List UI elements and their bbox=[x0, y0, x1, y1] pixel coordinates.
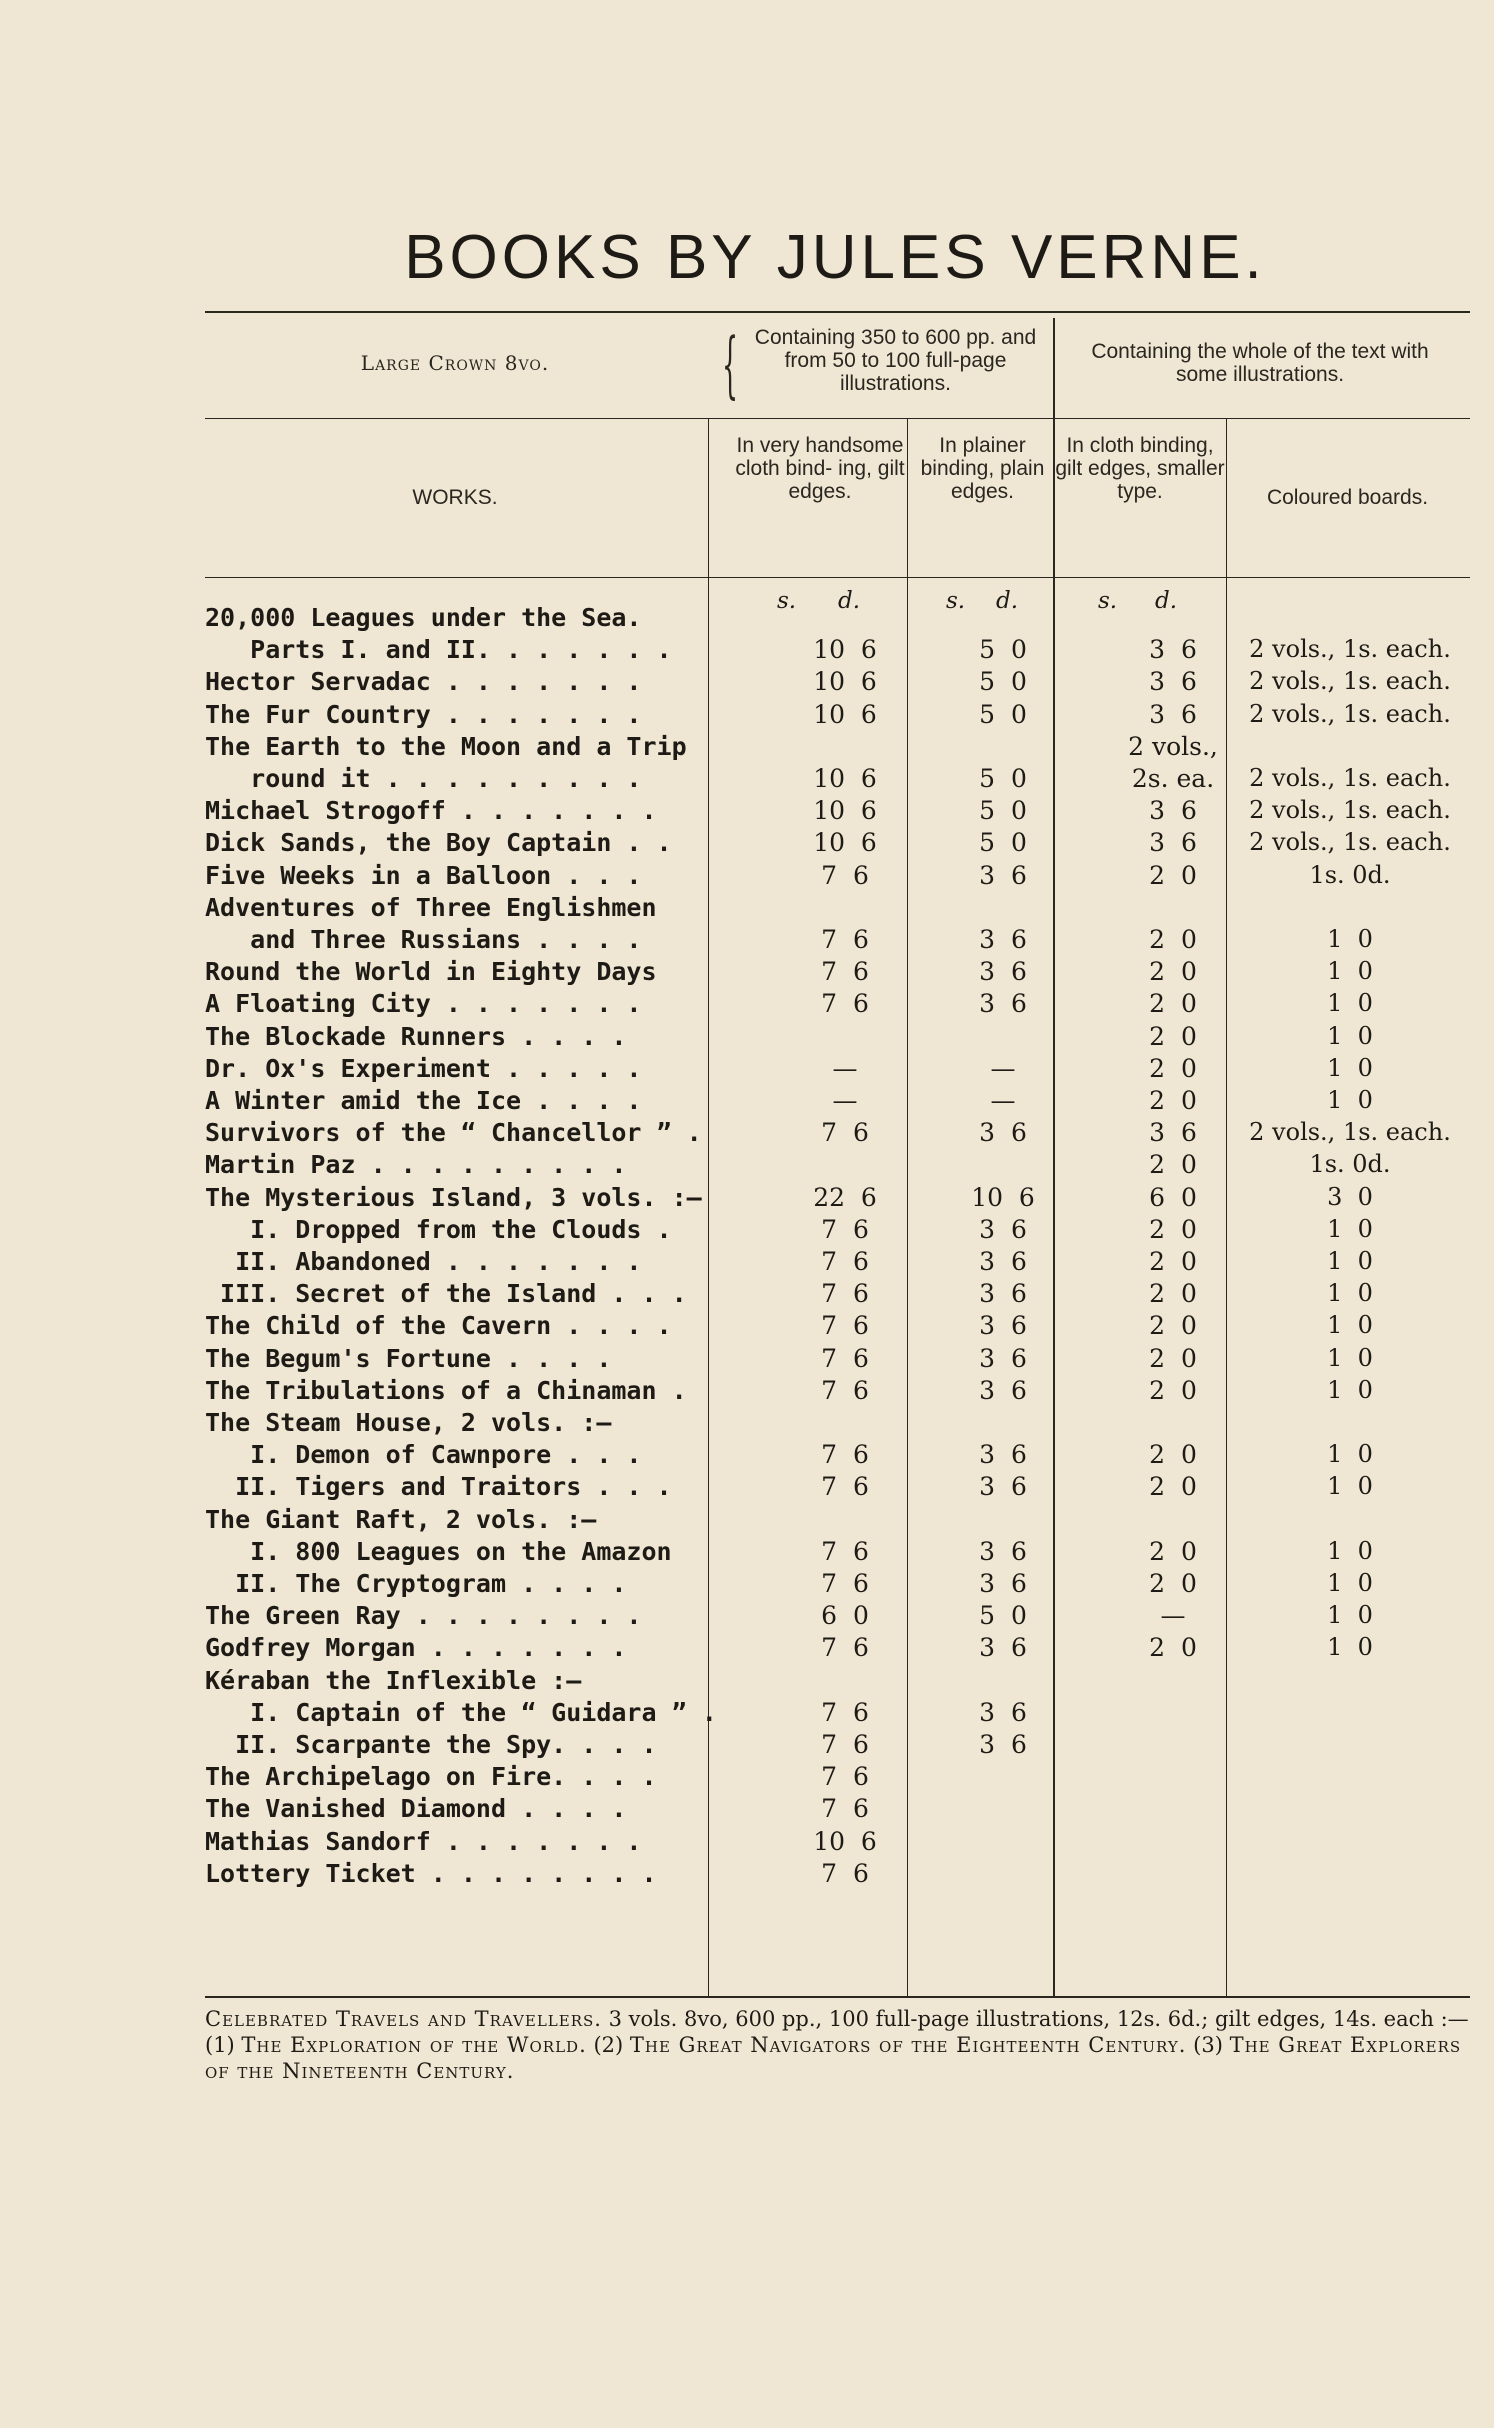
table-row bbox=[205, 1762, 1494, 1792]
price-e: 1 0 bbox=[1327, 1053, 1373, 1082]
price-a: 7 6 bbox=[821, 1375, 869, 1405]
header-bottom-rule bbox=[205, 577, 1470, 578]
price-b: — bbox=[990, 1086, 1016, 1115]
work-title: Kéraban the Inflexible :— bbox=[205, 1665, 582, 1695]
table-row bbox=[205, 1118, 1494, 1148]
price-a: 7 6 bbox=[821, 1440, 869, 1470]
table-row bbox=[205, 635, 1494, 665]
work-title: Martin Paz . . . . . . . . . bbox=[205, 1150, 627, 1180]
price-b: 3 6 bbox=[979, 1730, 1027, 1759]
price-b: 3 6 bbox=[979, 1311, 1027, 1341]
table-row bbox=[205, 925, 1494, 955]
table-row bbox=[205, 1215, 1494, 1245]
table-row bbox=[205, 1537, 1494, 1567]
work-title: Survivors of the “ Chancellor ” . bbox=[205, 1118, 702, 1148]
price-a: — bbox=[832, 1086, 858, 1115]
price-a: 7 6 bbox=[821, 1730, 869, 1759]
work-title: I. Captain of the “ Guidara ” . bbox=[205, 1697, 717, 1727]
price-c: 3 6 bbox=[1149, 828, 1197, 858]
price-c: 3 6 bbox=[1149, 635, 1197, 665]
unit-d-col1: d. bbox=[838, 588, 861, 614]
table-row bbox=[205, 700, 1494, 730]
price-a: 7 6 bbox=[821, 989, 869, 1019]
price-b: 3 6 bbox=[979, 1440, 1027, 1470]
price-b: 3 6 bbox=[979, 1472, 1027, 1502]
table-row bbox=[205, 667, 1494, 697]
work-title: II. Scarpante the Spy. . . . bbox=[205, 1730, 657, 1759]
price-c: 2 0 bbox=[1149, 957, 1197, 987]
price-b: 3 6 bbox=[979, 1375, 1027, 1405]
price-a: 7 6 bbox=[821, 1536, 869, 1566]
work-title: I. Demon of Cawnpore . . . bbox=[205, 1440, 642, 1470]
table-row bbox=[205, 1505, 1494, 1535]
table-row bbox=[205, 1730, 1494, 1760]
price-c: 2 0 bbox=[1149, 1247, 1197, 1276]
work-title: The Mysterious Island, 3 vols. :— bbox=[205, 1182, 702, 1212]
footnote-title-3: The Great Explorers of the Nineteenth Century. bbox=[205, 2033, 1462, 2083]
price-a: — bbox=[832, 1053, 858, 1083]
price-a: 7 6 bbox=[821, 860, 869, 890]
table-row bbox=[205, 1344, 1494, 1374]
price-b: 3 6 bbox=[979, 1343, 1027, 1373]
price-e: 1 0 bbox=[1327, 1569, 1373, 1597]
table-row bbox=[205, 1311, 1494, 1341]
price-e: 3 0 bbox=[1327, 1182, 1373, 1211]
price-b: 5 0 bbox=[979, 667, 1027, 697]
page-title: BOOKS BY JULES VERNE. bbox=[404, 223, 1266, 292]
table-row bbox=[205, 1408, 1494, 1438]
col3-header: In cloth binding, gilt edges, smaller type. bbox=[1055, 434, 1225, 503]
table-row bbox=[205, 1183, 1494, 1213]
work-title: The Blockade Runners . . . . bbox=[205, 1021, 627, 1051]
work-title: Hector Servadac . . . . . . . bbox=[205, 667, 642, 697]
price-c: 3 6 bbox=[1149, 699, 1197, 729]
price-e: 1 0 bbox=[1327, 1247, 1373, 1275]
price-a: 7 6 bbox=[821, 925, 869, 954]
price-c: 2 0 bbox=[1149, 1536, 1197, 1566]
header-brace: { bbox=[722, 322, 739, 406]
table-row bbox=[205, 1150, 1494, 1180]
price-e: 1 0 bbox=[1327, 1440, 1373, 1469]
work-title: The Child of the Cavern . . . . bbox=[205, 1311, 672, 1341]
table-row bbox=[205, 1247, 1494, 1277]
table-row bbox=[205, 1440, 1494, 1470]
price-b: 3 6 bbox=[979, 1214, 1027, 1244]
price-e: 2 vols., 1s. each. bbox=[1249, 667, 1451, 696]
price-c: 2 vols., bbox=[1128, 731, 1218, 761]
price-b: 3 6 bbox=[979, 1569, 1027, 1598]
work-title: Dr. Ox's Experiment . . . . . bbox=[205, 1053, 642, 1083]
price-e: 2 vols., 1s. each. bbox=[1249, 828, 1451, 857]
price-b: 3 6 bbox=[979, 957, 1027, 987]
price-a: 7 6 bbox=[821, 957, 869, 987]
price-c: 2 0 bbox=[1149, 860, 1197, 890]
price-e: 2 vols., 1s. each. bbox=[1249, 764, 1451, 792]
header-rule bbox=[205, 418, 1470, 419]
price-a: 10 6 bbox=[813, 828, 877, 858]
table-row bbox=[205, 1601, 1494, 1631]
format-label: Large Crown 8vo. bbox=[360, 351, 550, 375]
price-b: 5 0 bbox=[979, 764, 1027, 793]
unit-s-col3: s. bbox=[1098, 588, 1118, 614]
work-title: Lottery Ticket . . . . . . . . bbox=[205, 1858, 657, 1888]
price-c: 2 0 bbox=[1149, 1021, 1197, 1051]
price-a: 7 6 bbox=[821, 1472, 869, 1502]
footnote-text-2: (2) bbox=[586, 2033, 630, 2057]
price-c: 2 0 bbox=[1149, 989, 1197, 1019]
price-a: 7 6 bbox=[821, 1762, 869, 1792]
works-header: WORKS. bbox=[412, 486, 498, 509]
work-title: Godfrey Morgan . . . . . . . bbox=[205, 1633, 627, 1663]
price-c: 3 6 bbox=[1149, 1118, 1197, 1148]
price-e: 1s. 0d. bbox=[1309, 1150, 1391, 1179]
work-title: III. Secret of the Island . . . bbox=[205, 1279, 687, 1309]
table-row bbox=[205, 861, 1494, 891]
price-a: 7 6 bbox=[821, 1343, 869, 1373]
price-c: 2 0 bbox=[1149, 1472, 1197, 1502]
price-b: 5 0 bbox=[979, 828, 1027, 858]
price-a: 10 6 bbox=[813, 667, 877, 697]
work-title: The Fur Country . . . . . . . bbox=[205, 699, 642, 729]
price-a: 10 6 bbox=[813, 764, 877, 793]
table-row bbox=[205, 989, 1494, 1019]
footnote-text-3: (3) bbox=[1186, 2033, 1230, 2057]
price-e: 1 0 bbox=[1327, 1214, 1373, 1243]
price-e: 1 0 bbox=[1327, 1343, 1373, 1372]
price-e: 1 0 bbox=[1327, 989, 1373, 1018]
price-c: 6 0 bbox=[1149, 1182, 1197, 1212]
table-row bbox=[205, 796, 1494, 826]
price-c: 2 0 bbox=[1149, 1440, 1197, 1470]
table-row bbox=[205, 1859, 1494, 1889]
footnote-title-2: The Great Navigators of the Eighteenth Century. bbox=[629, 2033, 1187, 2057]
work-title: II. The Cryptogram . . . . bbox=[205, 1569, 627, 1598]
price-c: 2 0 bbox=[1149, 1053, 1197, 1083]
price-e: 2 vols., 1s. each. bbox=[1249, 796, 1451, 825]
price-e: 1 0 bbox=[1327, 1311, 1373, 1340]
table-row bbox=[205, 1086, 1494, 1116]
work-title: The Tribulations of a Chinaman . bbox=[205, 1375, 687, 1405]
work-title: Mathias Sandorf . . . . . . . bbox=[205, 1826, 642, 1856]
top-rule bbox=[205, 311, 1470, 313]
price-a: 7 6 bbox=[821, 1697, 869, 1727]
footnote-text-1: 3 vols. 8vo, 600 pp., 100 full-page illustrations, 12s. 6d.; gilt edges, 14s. each :—(1) bbox=[205, 2007, 1469, 2057]
unit-d-col3: d. bbox=[1155, 588, 1178, 614]
price-a: 10 6 bbox=[813, 1826, 877, 1856]
table-row bbox=[205, 1666, 1494, 1696]
work-title: I. Dropped from the Clouds . bbox=[205, 1214, 672, 1244]
price-a: 6 0 bbox=[821, 1601, 869, 1631]
price-c: 2 0 bbox=[1149, 925, 1197, 954]
price-b: 3 6 bbox=[979, 1279, 1027, 1309]
price-a: 7 6 bbox=[821, 1858, 869, 1888]
work-title: 20,000 Leagues under the Sea. bbox=[205, 603, 642, 632]
price-c: 2 0 bbox=[1149, 1214, 1197, 1244]
price-c: 2 0 bbox=[1149, 1343, 1197, 1373]
price-e: 1 0 bbox=[1327, 1279, 1373, 1308]
col4-header: Coloured boards. bbox=[1266, 486, 1429, 509]
table-row bbox=[205, 1279, 1494, 1309]
price-e: 1 0 bbox=[1327, 925, 1373, 953]
work-title: I. 800 Leagues on the Amazon bbox=[205, 1536, 672, 1566]
work-title: round it . . . . . . . . . bbox=[205, 764, 642, 793]
price-b: 5 0 bbox=[979, 796, 1027, 826]
price-b: 5 0 bbox=[979, 635, 1027, 665]
price-c: 2 0 bbox=[1149, 1311, 1197, 1341]
table-row bbox=[205, 1054, 1494, 1084]
group1-header: Containing 350 to 600 pp. and from 50 to 100 full-page illustrations. bbox=[754, 326, 1037, 395]
work-title: The Giant Raft, 2 vols. :— bbox=[205, 1504, 597, 1534]
col1-header: In very handsome cloth bind- ing, gilt edges. bbox=[735, 434, 905, 503]
unit-d-col2: d. bbox=[996, 588, 1019, 614]
price-a: 10 6 bbox=[813, 635, 877, 665]
price-c: 2 0 bbox=[1149, 1279, 1197, 1309]
table-row bbox=[205, 1376, 1494, 1406]
work-title: The Archipelago on Fire. . . . bbox=[205, 1762, 657, 1792]
price-c: 2 0 bbox=[1149, 1633, 1197, 1663]
work-title: Dick Sands, the Boy Captain . . bbox=[205, 828, 672, 858]
table-row bbox=[205, 1633, 1494, 1663]
table-row bbox=[205, 1472, 1494, 1502]
footnote bbox=[205, 2006, 1475, 2084]
table-row bbox=[205, 732, 1494, 762]
price-b: 3 6 bbox=[979, 1697, 1027, 1727]
price-b: 3 6 bbox=[979, 1633, 1027, 1663]
work-title: A Floating City . . . . . . . bbox=[205, 989, 642, 1019]
price-a: 10 6 bbox=[813, 699, 877, 729]
footnote-title-1: The Exploration of the World. bbox=[241, 2033, 587, 2057]
price-c: 2 0 bbox=[1149, 1086, 1197, 1115]
price-e: 2 vols., 1s. each. bbox=[1249, 1118, 1451, 1147]
price-a: 7 6 bbox=[821, 1118, 869, 1148]
work-title: Parts I. and II. . . . . . . bbox=[205, 635, 672, 665]
price-c: 2 0 bbox=[1149, 1375, 1197, 1405]
price-c: 3 6 bbox=[1149, 796, 1197, 826]
price-c: — bbox=[1160, 1601, 1186, 1631]
work-title: The Begum's Fortune . . . . bbox=[205, 1343, 612, 1373]
price-b: 5 0 bbox=[979, 699, 1027, 729]
price-e: 2 vols., 1s. each. bbox=[1249, 635, 1451, 664]
price-c: 2 0 bbox=[1149, 1569, 1197, 1598]
table-row bbox=[205, 1794, 1494, 1824]
table-row bbox=[205, 1022, 1494, 1052]
price-e: 1 0 bbox=[1327, 1601, 1373, 1630]
price-a: 7 6 bbox=[821, 1569, 869, 1598]
price-b: 5 0 bbox=[979, 1601, 1027, 1631]
price-a: 7 6 bbox=[821, 1794, 869, 1824]
price-a: 7 6 bbox=[821, 1279, 869, 1309]
price-a: 7 6 bbox=[821, 1214, 869, 1244]
work-title: The Vanished Diamond . . . . bbox=[205, 1794, 627, 1824]
table-row bbox=[205, 1698, 1494, 1728]
table-row bbox=[205, 1569, 1494, 1599]
price-a: 7 6 bbox=[821, 1311, 869, 1341]
price-e: 1 0 bbox=[1327, 1536, 1373, 1565]
bottom-rule bbox=[205, 1996, 1470, 1998]
price-a: 7 6 bbox=[821, 1633, 869, 1663]
price-e: 1 0 bbox=[1327, 1021, 1373, 1050]
price-c: 2s. ea. bbox=[1131, 764, 1215, 793]
table-row bbox=[205, 1827, 1494, 1857]
price-e: 1 0 bbox=[1327, 1375, 1373, 1404]
unit-s-col2: s. bbox=[946, 588, 966, 614]
price-e: 1 0 bbox=[1327, 1086, 1373, 1114]
work-title: Adventures of Three Englishmen bbox=[205, 892, 657, 922]
price-b: 3 6 bbox=[979, 1118, 1027, 1148]
work-title: II. Abandoned . . . . . . . bbox=[205, 1247, 642, 1276]
work-title: and Three Russians . . . . bbox=[205, 925, 642, 954]
work-title: The Earth to the Moon and a Trip bbox=[205, 731, 687, 761]
price-e: 1s. 0d. bbox=[1309, 860, 1391, 889]
price-a: 22 6 bbox=[813, 1182, 877, 1212]
table-row bbox=[205, 603, 1494, 633]
work-title: The Green Ray . . . . . . . . bbox=[205, 1601, 642, 1631]
price-b: 3 6 bbox=[979, 1247, 1027, 1276]
table-row bbox=[205, 957, 1494, 987]
table-row bbox=[205, 893, 1494, 923]
price-b: 10 6 bbox=[971, 1182, 1035, 1212]
price-b: — bbox=[990, 1053, 1016, 1083]
work-title: A Winter amid the Ice . . . . bbox=[205, 1086, 642, 1115]
price-b: 3 6 bbox=[979, 860, 1027, 890]
work-title: The Steam House, 2 vols. :— bbox=[205, 1408, 612, 1437]
price-e: 1 0 bbox=[1327, 1633, 1373, 1662]
price-a: 10 6 bbox=[813, 796, 877, 826]
table-row bbox=[205, 764, 1494, 794]
price-e: 1 0 bbox=[1327, 1472, 1373, 1501]
work-title: Five Weeks in a Balloon . . . bbox=[205, 860, 642, 890]
col2-header: In plainer binding, plain edges. bbox=[920, 434, 1045, 503]
price-b: 3 6 bbox=[979, 1536, 1027, 1566]
work-title: Michael Strogoff . . . . . . . bbox=[205, 796, 657, 826]
price-a: 7 6 bbox=[821, 1247, 869, 1276]
price-c: 2 0 bbox=[1149, 1150, 1197, 1180]
table-row bbox=[205, 828, 1494, 858]
price-e: 1 0 bbox=[1327, 957, 1373, 986]
group2-header: Containing the whole of the text with some illustrations. bbox=[1091, 340, 1429, 386]
work-title: II. Tigers and Traitors . . . bbox=[205, 1472, 672, 1502]
price-b: 3 6 bbox=[979, 925, 1027, 954]
work-title: Round the World in Eighty Days bbox=[205, 957, 657, 987]
price-b: 3 6 bbox=[979, 989, 1027, 1019]
footnote-series: Celebrated Travels and Travellers. bbox=[205, 2007, 602, 2031]
price-c: 3 6 bbox=[1149, 667, 1197, 697]
unit-s-col1: s. bbox=[777, 588, 797, 614]
price-e: 2 vols., 1s. each. bbox=[1249, 699, 1451, 728]
